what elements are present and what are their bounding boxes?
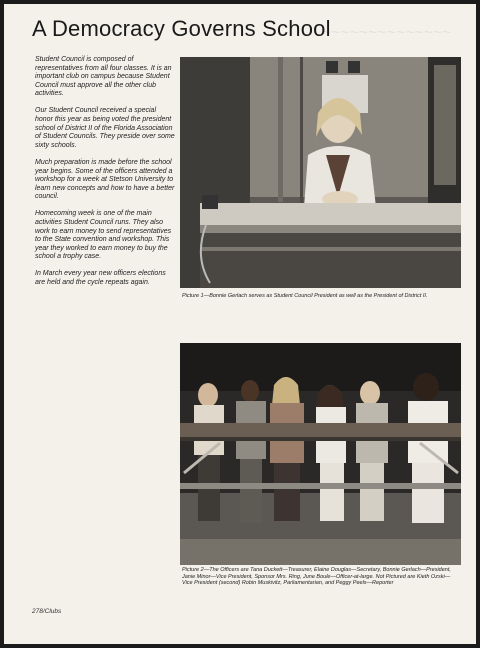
page-folio: 278/Clubs [32,608,62,615]
paragraph-1: Student Council is composed of representatives from all four classes. It is an important club on campus because Student Council must approve all the other club activities. [35,56,172,98]
paragraph-4: Homecoming week is one of the main activities Student Council runs. They also work to earn money to send representatives to the State convention and workshop. This year they worked to earn money to buy the school a trophy case. [35,210,172,261]
paragraph-5: In March every year new officers elections are held and the cycle repeats again. [35,270,166,287]
photo-president [180,57,461,288]
article-body [35,56,175,296]
yearbook-page [4,4,476,644]
page-title: A Democracy Governs School [32,16,331,41]
paragraph-3: Much preparation is made before the school year begins. Some of the officers attended a workshop for a week at Stetson University to learn new concepts and how to have a better council. [35,158,175,201]
show-through-text: ~~~~~~~~~~~~~~ [322,24,452,41]
paragraph-2: Our Student Council received a special honor this year as being voted the president school of District II of the Florida Association of Student Councils. They preside over some sixty schools. [35,107,175,149]
photo-officers [180,343,461,565]
caption-photo-2: Picture 2—The Officers are Tana Duckett—Treasurer, Elaine Douglas—Secretary, Bonnie Gerlach—President, Janie Minor—Vice President, Sponsor Mrs. Ring, June Boule—Officer-at-large. Not Pictured are Kieth Ozski—Vice President (second) Robin Muskivitz, Parliamentarian, and Peggy Peels—Reporter [182,567,451,587]
caption-photo-1: Picture 1—Bonnie Gerlach serves as Student Council President as well as the President of District II. [182,293,428,299]
